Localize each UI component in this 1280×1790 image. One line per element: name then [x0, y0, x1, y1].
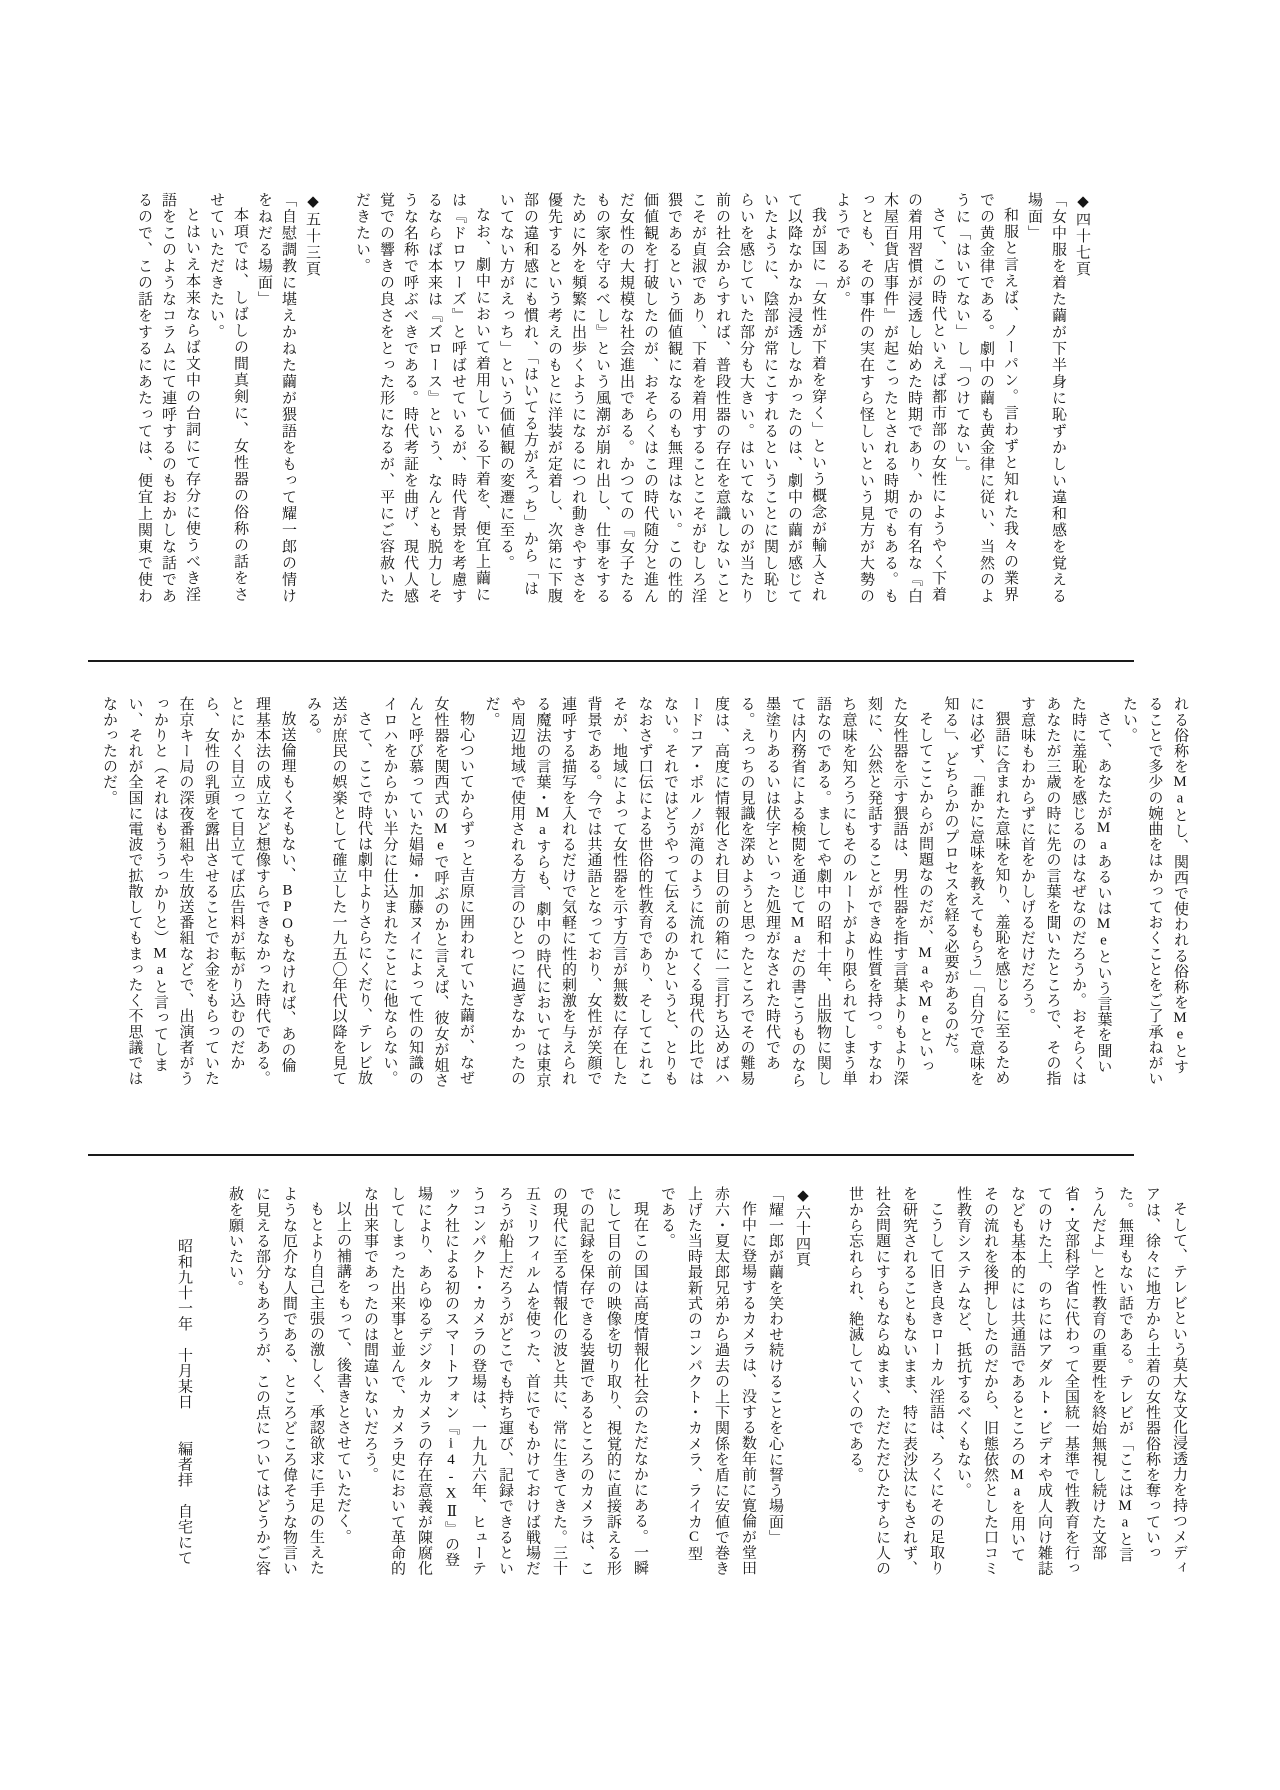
body-paragraph: れる俗称をMaとし、関西で使われる俗称をMeとすることで多少の婉曲をはかっておくことをご了承ねがいたい。 [1121, 696, 1188, 1086]
bottom-commentary-band [88, 1186, 1192, 1641]
body-paragraph: そしてここからが問題なのだが、MaやMeといった女性器を示す猥語は、男性器を指す言葉よりもより深刻に、公然と発話することができぬ性質を持つ。すなわち意味を知ろうにもそのルートがより限られてしまう単語なのである。ましてや劇中の昭和十年、出版物に関しては内務省による検閲を通じてMaだの書こうものなら墨塗りあるいは伏字といった処理がなされた時代である。えっちの見識を深めようと思ったところでその難易度は、高度に情報化され目の前の箱に一言打ち込めばハードコア・ポルノが滝のように流れてくる現代の比ではない。それではどうやって伝えるのかというと、とりもなおさず口伝による世俗的性教育であり、そしてこれこそが、地域によって女性器を示す方言が無数に存在した背景である。今では共通語となっており、女性が笑顔で連呼する描写を入れるだけで気軽に性的刺激を与えられる魔法の言葉・Maすらも、劇中の時代においては東京や周辺地域で使用される方言のひとつに過ぎなかったのだ。 [483, 696, 933, 1088]
body-paragraph: 以上の補講をもって、後書きとさせていただく。 [335, 1201, 351, 1545]
body-paragraph: 和服と言えば、ノーパン。言わずと知れた我々の業界での黄金律である。劇中の繭も黄金律に従い、当然のように「はいてない」し「つけてない」。 [954, 192, 1018, 605]
page64-scene-title: 「耀一郎が繭を笑わせ続けることを心に誓う場面」 [767, 1186, 783, 1545]
top-commentary-band [88, 192, 1094, 608]
section-divider-rule [88, 660, 1134, 662]
body-paragraph: 現在この国は高度情報化社会のただなかにある。一瞬にして目の前の映像を切り取り、視覚的に直接訴える形での記録を保存できる装置であるところのカメラは、この現代に至る情報化の波と共に、常に生きてきた。三十五ミリフィルムを使った、首にでもかけておけば戦場だろうが船上だろうがどこでも持ち運び、記録できるというコンパクト・カメラの登場は、一九九六年、ヒューテック社による初のスマートフォン『i4-XⅡ』の登場により、あらゆるデジタルカメラの存在意義が陳腐化してしまった出来事と並んで、カメラ史において革命的な出来事であったのは間違いないだろう。 [362, 1186, 648, 1576]
middle-commentary-band [88, 696, 1192, 1088]
body-paragraph: 我が国に「女性が下着を穿く」という概念が輸入されて以降なかなか浸透しなかったのは、劇中の繭が感じていたように、陰部が常にこすれるということに関し恥じらいを感じていた部分も大きい。はいてないのが当たり前の社会からすれば、普段性器の存在を意識しないことこそが貞淑であり、下着を着用することこそがむしろ淫猥であるという価値観になるのも無理はない。この性的価値観を打破したのが、おそらくはこの時代随分と進んだ女性の大規模な社会進出である。かつての『女子たるもの家を守るべし』という風潮が崩れ出し、仕事をするために外を頻繁に出歩くようになるにつれ動きやすさを優先するという考えのもとに洋装が定着し、次第に下腹部の違和感にも慣れ、「はいてる方がえっち」から「はいてない方がえっち」という価値観の変遷に至る。 [498, 192, 826, 605]
body-paragraph: とはいえ本来ならば文中の台詞にて存分に使うべき淫語をこのようなコラムにて連呼するのもおかしな話であるので、この話をするにあたっては、便宜上関東で使わ [136, 192, 200, 605]
page64-heading: ◆六十四頁 [794, 1186, 810, 1267]
body-paragraph: 物心ついてからずっと吉原に囲われていた繭が、なぜ女性器を関西式のMeで呼ぶのかと言えば、彼女が姐さんと呼び慕っていた娼婦・加藤ヌイによって性の知識のイロハをからかい半分に仕込まれたことに他ならない。 [381, 696, 474, 1088]
body-paragraph: 猥語に含まれた意味を知り、羞恥を感じるに至るためには必ず、「誰かに意味を教えてもらう」「自分で意味を知る」、どちらかのプロセスを経る必要があるのだ。 [942, 696, 1010, 1087]
body-paragraph: さて、あなたがMaあるいはMeという言葉を聞いた時に羞恥を感じるのはなぜなのだろうか。おそらくはあなたが三歳の時に先の言葉を聞いたところで、その指す意味もわからずに首をかしげるだけだろう。 [1019, 696, 1112, 1086]
body-paragraph: 作中に登場するカメラは、没する数年前に寛倫が堂田赤六・夏太郎兄弟から過去の上下関係を盾に安値で巻き上げた当時最新式のコンパクト・カメラ、ライカC型である。 [659, 1186, 756, 1576]
body-paragraph: 放送倫理もくそもない、BPOもなければ、あの倫理基本法の成立など想像すらできなかった時代である。とにかく目立って目立てば広告料が転がり込むのだから、女性の乳頭を露出させることでお金をもらっていた在京キー局の深夜番組や生放送番組などで、出演者がうっかりと（それはもううっかりと）Maと言ってしまい、それが全国に電波で拡散してもまったく不思議ではなかったのだ。 [101, 696, 296, 1086]
page47-heading: ◆四十七頁 [1074, 192, 1090, 278]
body-paragraph: さて、この時代といえば都市部の女性にようやく下着の着用習慣が浸透し始めた時期であり、かの有名な『白木屋百貨店事件』が起こったとされる時期でもある。もっとも、その事件の実在すら怪しいという見方が大勢のようであるが。 [834, 192, 946, 605]
page53-heading: ◆五十三頁 [304, 192, 320, 278]
body-paragraph: そして、テレビという莫大な文化浸透力を持つメディアは、徐々に地方から土着の女性器俗称を奪っていった。無理もない話である。テレビが「ここはMaと言うんだよ」と性教育の重要性を終始無視し続けた文部省・文部科学省に代わって全国統一基準で性教育を行ってのけた上、のちにはアダルト・ビデオや成人向け雑誌なども基本的には共通語であるところのMaを用いてその流れを後押ししたのだから、旧態依然とした口コミ性教育システムなど、抵抗するべくもない。 [955, 1186, 1187, 1576]
section-divider-rule [88, 1154, 1134, 1156]
body-paragraph: もとより自己主張の激しく、承認欲求に手足の生えたような厄介な人間である、ところどころ偉そうな物言いに見える部分もあろうが、この点についてはどうかご容赦を願いたい。 [227, 1186, 324, 1576]
body-paragraph: こうして旧き良きローカル淫語は、ろくにその足取りを研究されることもないまま、特に表沙汰にもされず、社会問題にすらもならぬまま、ただただひたすらに人の世から忘れられ、絶滅していくのである。 [847, 1186, 944, 1576]
page47-scene-title: 「女中服を着た繭が下半身に恥ずかしい違和感を覚える場面」 [1026, 192, 1066, 605]
page53-scene-title: 「自慰調教に堪えかねた繭が猥語をもって耀一郎の情けをねだる場面」 [256, 192, 296, 605]
colophon-signature: 昭和九十一年 十月某日 編者拝 自宅にて [176, 1238, 192, 1566]
body-paragraph: なお、劇中において着用している下着を、便宜上繭には『ドロワーズ』と呼ばせているが、時代背景を考慮するならば本来は『ズロース』という、なんとも脱力しそうな名称で呼ぶべきである。時代考証を曲げ、現代人感覚での響きの良さをとった形になるが、平にご容赦いただきたい。 [354, 192, 490, 605]
body-paragraph: 本項では、しばしの間真剣に、女性器の俗称の話をさせていただきたい。 [208, 192, 248, 603]
body-paragraph: さて、ここで時代は劇中よりさらにくだり、テレビ放送が庶民の娯楽として確立した一九五〇年代以降を見てみる。 [305, 696, 372, 1086]
